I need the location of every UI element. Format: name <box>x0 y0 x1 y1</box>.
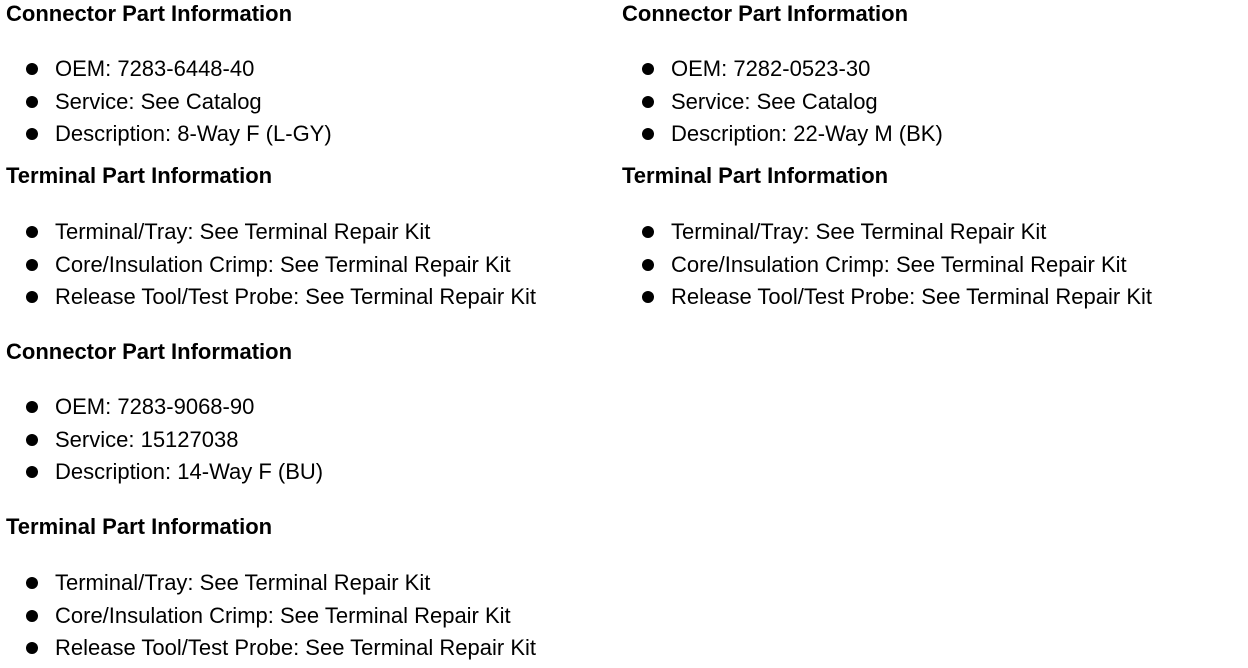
bullet-icon <box>26 610 38 622</box>
bullet-icon <box>26 577 38 589</box>
list-item <box>622 216 1242 249</box>
bullet-icon <box>642 128 654 140</box>
bullet-icon <box>26 466 38 478</box>
connector-section-2 <box>622 0 1242 28</box>
list-item <box>622 53 1242 86</box>
terminal-heading: Terminal Part Information <box>622 163 889 188</box>
list-item <box>622 249 1242 282</box>
bullet-icon <box>642 291 654 303</box>
item-text: OEM: 7283-9068-90 <box>55 394 255 419</box>
terminal-heading: Terminal Part Information <box>6 514 273 539</box>
connector-item-list <box>622 53 1242 151</box>
item-text: Description: 22-Way M (BK) <box>671 121 943 147</box>
bullet-icon <box>26 226 38 238</box>
terminal-section-3 <box>6 513 626 541</box>
list-item <box>6 281 626 314</box>
item-text: Service: See Catalog <box>671 88 878 114</box>
bullet-icon <box>642 259 654 271</box>
connector-section-3 <box>6 338 626 366</box>
item-text: Release Tool/Test Probe: See Terminal Repair Kit <box>55 284 536 310</box>
bullet-icon <box>642 96 654 108</box>
connector-heading: Connector Part Information <box>622 1 909 26</box>
item-text: Service: 15127038 <box>55 426 239 452</box>
item-text: Terminal/Tray: See Terminal Repair Kit <box>671 219 1047 244</box>
bullet-icon <box>642 226 654 238</box>
terminal-list-1 <box>6 216 626 314</box>
list-item <box>6 600 626 633</box>
item-text: Core/Insulation Crimp: See Terminal Repair Kit <box>55 602 511 628</box>
list-item <box>6 53 626 86</box>
item-text: Service: See Catalog <box>55 88 262 114</box>
terminal-list-2 <box>622 216 1242 314</box>
list-item <box>6 456 626 489</box>
list-item <box>6 118 626 151</box>
item-text: Release Tool/Test Probe: See Terminal Repair Kit <box>671 284 1152 310</box>
terminal-list-3 <box>6 567 626 665</box>
bullet-icon <box>26 63 38 75</box>
bullet-icon <box>26 401 38 413</box>
connector-list-3 <box>6 391 626 489</box>
item-text: Core/Insulation Crimp: See Terminal Repair Kit <box>55 251 511 277</box>
item-text: Terminal/Tray: See Terminal Repair Kit <box>55 570 431 595</box>
connector-list-1 <box>6 53 626 151</box>
list-item <box>622 86 1242 119</box>
connector-item-list <box>6 391 626 489</box>
terminal-heading: Terminal Part Information <box>6 163 273 188</box>
item-text: Description: 14-Way F (BU) <box>55 459 324 485</box>
bullet-icon <box>26 642 38 654</box>
list-item <box>6 567 626 600</box>
item-text: Release Tool/Test Probe: See Terminal Repair Kit <box>55 635 536 661</box>
bullet-icon <box>26 259 38 271</box>
connector-heading: Connector Part Information <box>6 339 293 364</box>
item-text: Terminal/Tray: See Terminal Repair Kit <box>55 219 431 244</box>
item-text: OEM: 7283-6448-40 <box>55 56 255 81</box>
terminal-item-list <box>6 567 626 665</box>
list-item <box>622 281 1242 314</box>
list-item <box>6 391 626 424</box>
bullet-icon <box>26 128 38 140</box>
list-item <box>622 118 1242 151</box>
item-text: Core/Insulation Crimp: See Terminal Repair Kit <box>671 251 1127 277</box>
connector-section-1 <box>6 0 626 28</box>
terminal-item-list <box>6 216 626 314</box>
bullet-icon <box>26 434 38 446</box>
list-item <box>6 86 626 119</box>
connector-list-2 <box>622 53 1242 151</box>
terminal-section-1 <box>6 162 626 190</box>
bullet-icon <box>26 291 38 303</box>
bullet-icon <box>26 96 38 108</box>
list-item <box>6 249 626 282</box>
list-item <box>6 632 626 665</box>
bullet-icon <box>642 63 654 75</box>
terminal-section-2 <box>622 162 1242 190</box>
connector-heading: Connector Part Information <box>6 1 293 26</box>
list-item <box>6 424 626 457</box>
terminal-item-list <box>622 216 1242 314</box>
list-item <box>6 216 626 249</box>
connector-item-list <box>6 53 626 151</box>
item-text: OEM: 7282-0523-30 <box>671 56 871 81</box>
item-text: Description: 8-Way F (L-GY) <box>55 121 332 147</box>
